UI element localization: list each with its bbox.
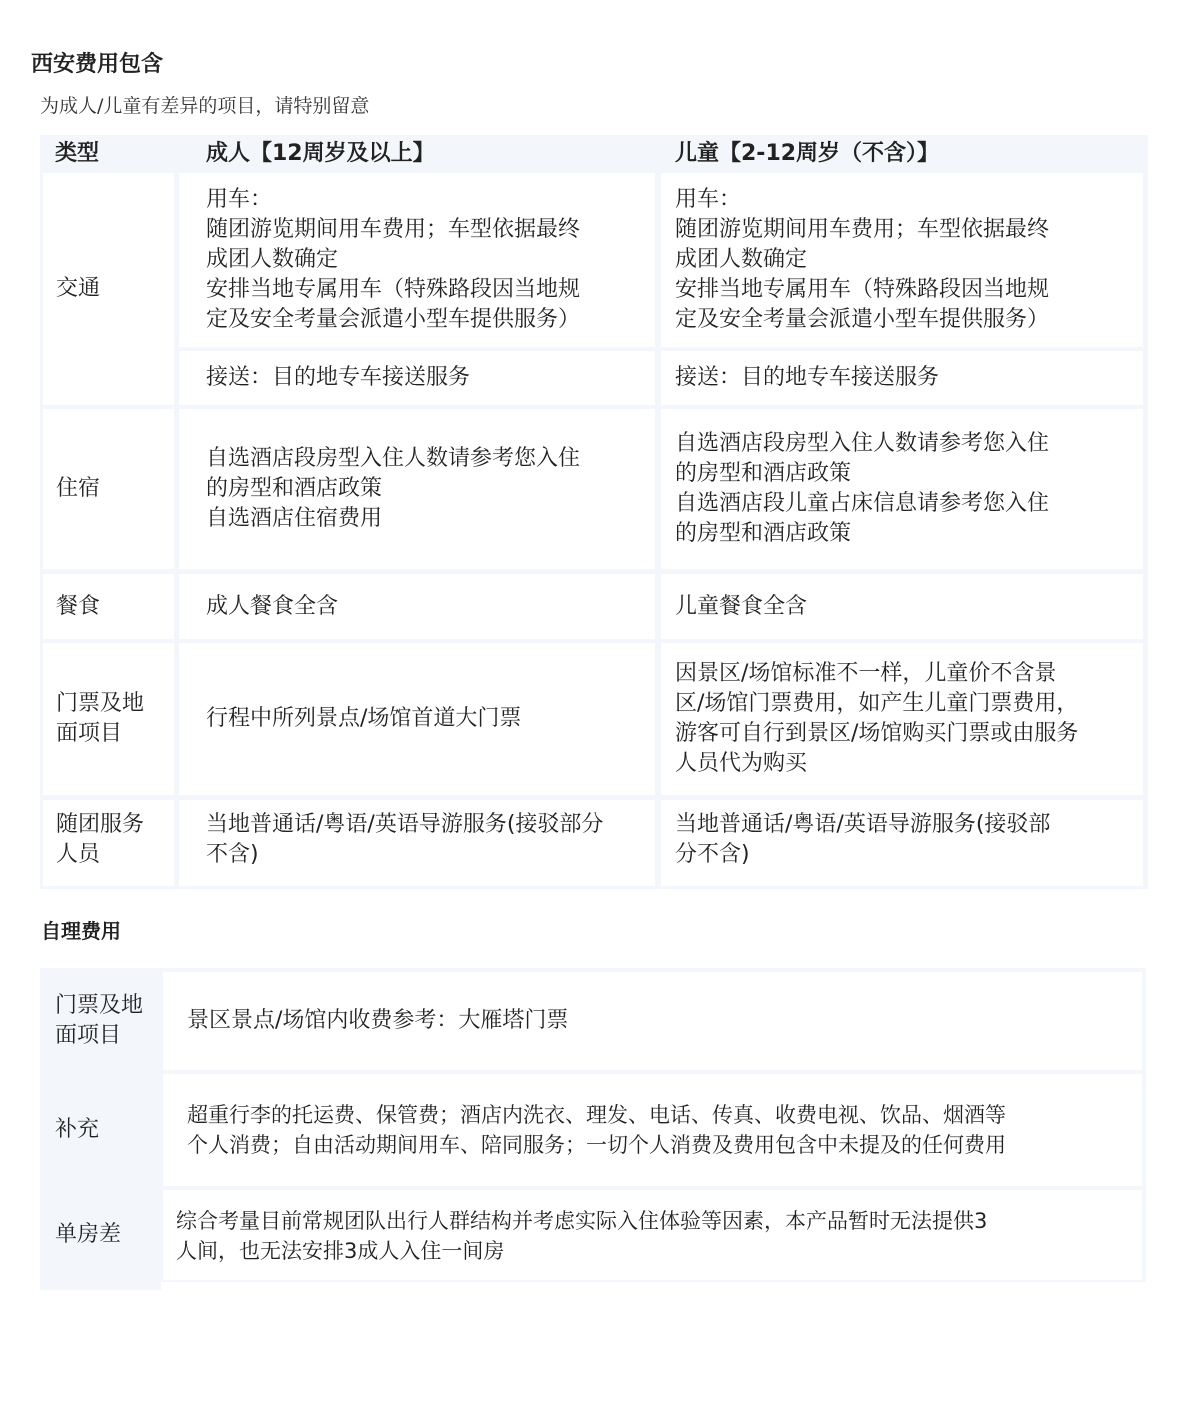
section-title-included: 西安费用包含 (31, 52, 164, 77)
staff-adult: 当地普通话/粤语/英语导游服务(接驳部分 不含) (179, 800, 655, 886)
transport-car-adult: 用车： 随团游览期间用车费用；车型依据最终 成团人数确定 安排当地专属用车（特殊路段因当地规 定及安全考量会派遣小型车提供服务） (179, 173, 655, 347)
category-meals: 餐食 (43, 574, 174, 639)
lodging-child: 自选酒店段房型入住人数请参考您入住 的房型和酒店政策 自选酒店段儿童占床信息请参考您入住 的房型和酒店政策 (661, 409, 1143, 569)
meals-child: 儿童餐食全含 (661, 574, 1143, 639)
self-paid-category-tickets: 门票及地 面项目 (55, 993, 144, 1048)
header-child: 儿童【2-12周岁（不含）】 (675, 141, 940, 166)
transport-pickup-adult: 接送：目的地专车接送服务 (179, 351, 655, 405)
transport-pickup-child: 接送：目的地专车接送服务 (661, 351, 1143, 405)
self-paid-tickets-text: 景区景点/场馆内收费参考：大雁塔门票 (163, 972, 1142, 1070)
self-paid-extra-text: 超重行李的托运费、保管费；酒店内洗衣、理发、电话、传真、收费电视、饮品、烟酒等 个人消费；自由活动期间用车、陪同服务；一切个人消费及费用包含中未提及的任何费用 (163, 1074, 1142, 1186)
header-type: 类型 (55, 141, 100, 166)
tickets-adult: 行程中所列景点/场馆首道大门票 (179, 643, 655, 795)
staff-child: 当地普通话/粤语/英语导游服务(接驳部 分不含) (661, 800, 1143, 886)
tickets-child: 因景区/场馆标准不一样，儿童价不含景 区/场馆门票费用，如产生儿童门票费用， 游客可自行到景区/场馆购买门票或由服务 人员代为购买 (661, 643, 1143, 795)
category-staff: 随团服务 人员 (43, 800, 174, 886)
meals-adult: 成人餐食全含 (179, 574, 655, 639)
self-paid-category-single: 单房差 (55, 1222, 122, 1247)
self-paid-category-extra: 补充 (55, 1117, 100, 1142)
section-subtitle: 为成人/儿童有差异的项目，请特别留意 (40, 95, 370, 117)
lodging-adult: 自选酒店段房型入住人数请参考您入住 的房型和酒店政策 自选酒店住宿费用 (179, 409, 655, 569)
header-adult: 成人【12周岁及以上】 (206, 141, 435, 166)
category-lodging: 住宿 (43, 409, 174, 569)
category-transport: 交通 (43, 173, 174, 405)
category-tickets: 门票及地 面项目 (43, 643, 174, 795)
section-title-self-paid: 自理费用 (41, 919, 121, 943)
self-paid-single-text: 综合考量目前常规团队出行人群结构并考虑实际入住体验等因素，本产品暂时无法提供3 人间，也无法安排3成人入住一间房 (163, 1190, 1142, 1280)
transport-car-child: 用车： 随团游览期间用车费用；车型依据最终 成团人数确定 安排当地专属用车（特殊路段因当地规 定及安全考量会派遣小型车提供服务） (661, 173, 1143, 347)
